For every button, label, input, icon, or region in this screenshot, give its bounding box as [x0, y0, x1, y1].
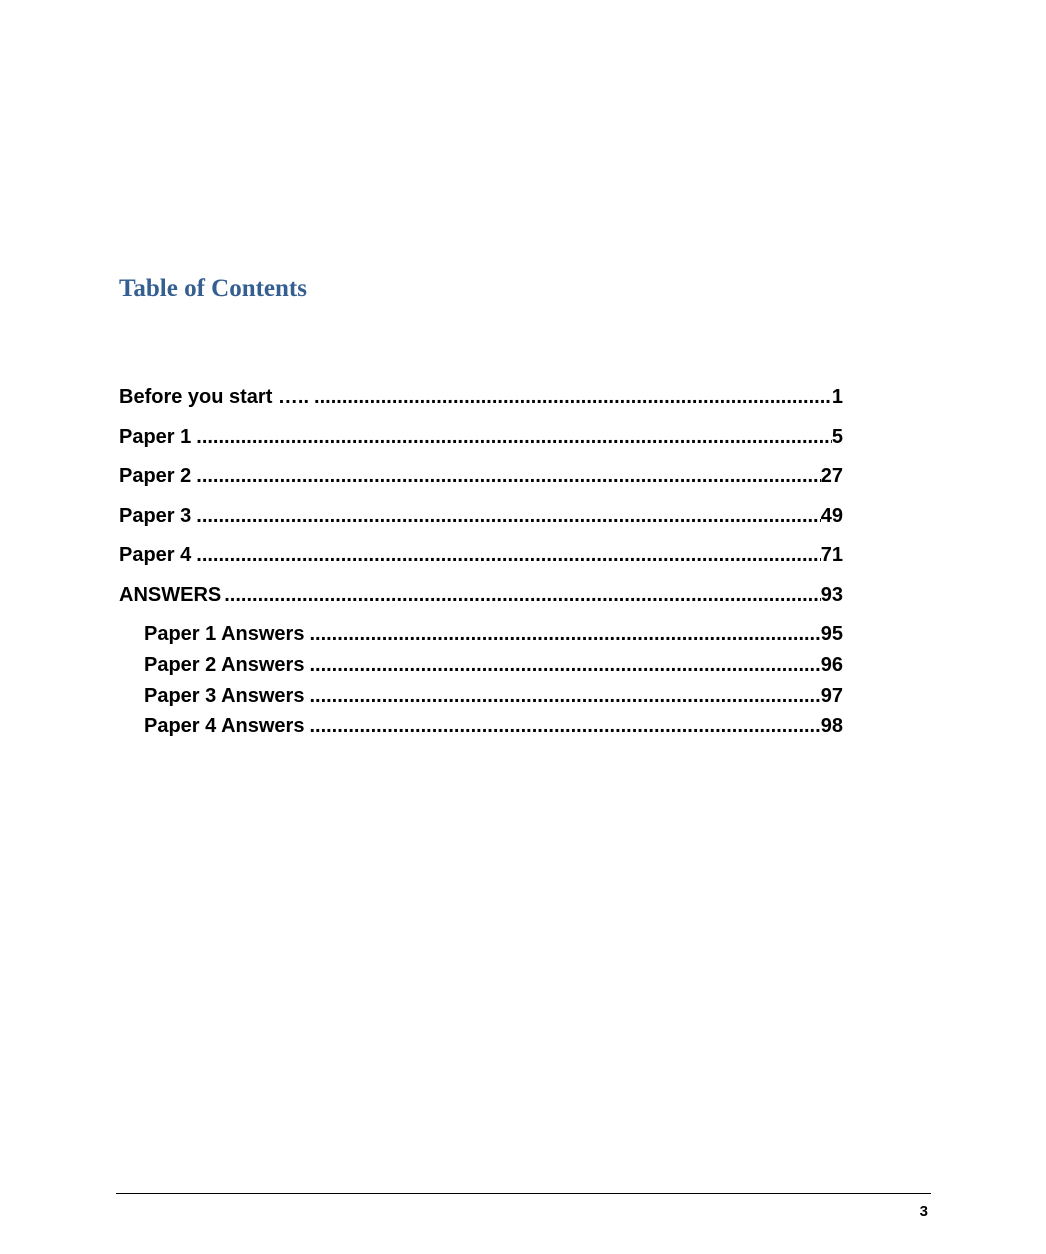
footer-divider [116, 1193, 931, 1194]
toc-entry-paper-1[interactable] [119, 425, 843, 449]
toc-entry-label: ANSWERS [119, 584, 222, 606]
toc-entry-label: Paper 4 [119, 544, 192, 566]
dot-leader [196, 543, 820, 567]
dot-leader [309, 622, 820, 646]
toc-entry-page-number: 27 [820, 465, 843, 487]
toc-entry-page-number: 49 [820, 505, 843, 527]
toc-entry-page-number: 1 [831, 386, 843, 408]
dot-leader [196, 504, 820, 528]
toc-entry-answers[interactable] [119, 583, 843, 607]
toc-entry-paper-2-answers[interactable] [144, 653, 843, 677]
toc-entry-page-number: 98 [820, 715, 843, 737]
toc-entry-label: Paper 1 [119, 426, 192, 448]
dot-leader [224, 583, 821, 607]
toc-entry-before-you-start[interactable] [119, 385, 843, 409]
dot-leader [314, 385, 832, 409]
toc-entry-label: Paper 4 Answers [144, 715, 305, 737]
toc-entry-paper-4[interactable] [119, 543, 843, 567]
toc-entry-paper-1-answers[interactable] [144, 622, 843, 646]
dot-leader [196, 425, 832, 449]
toc-entry-page-number: 93 [820, 584, 843, 606]
toc-entry-label: Paper 2 Answers [144, 654, 305, 676]
footer-page-number: 3 [919, 1203, 928, 1220]
toc-entry-label: Before you start ….. [119, 386, 310, 408]
toc-entry-paper-2[interactable] [119, 464, 843, 488]
toc-entry-paper-4-answers[interactable] [144, 714, 843, 738]
toc-entry-page-number: 71 [820, 544, 843, 566]
dot-leader [309, 714, 820, 738]
toc-entry-label: Paper 3 [119, 505, 192, 527]
toc-entry-paper-3[interactable] [119, 504, 843, 528]
toc-entry-page-number: 96 [820, 654, 843, 676]
dot-leader [309, 653, 820, 677]
dot-leader [196, 464, 820, 488]
dot-leader [309, 684, 820, 708]
toc-entry-page-number: 97 [820, 685, 843, 707]
toc-entry-label: Paper 3 Answers [144, 685, 305, 707]
toc-entry-paper-3-answers[interactable] [144, 684, 843, 708]
toc-entry-page-number: 5 [831, 426, 843, 448]
toc-entry-page-number: 95 [820, 623, 843, 645]
toc-entry-label: Paper 2 [119, 465, 192, 487]
toc-heading: Table of Contents [119, 275, 307, 302]
toc-entry-label: Paper 1 Answers [144, 623, 305, 645]
